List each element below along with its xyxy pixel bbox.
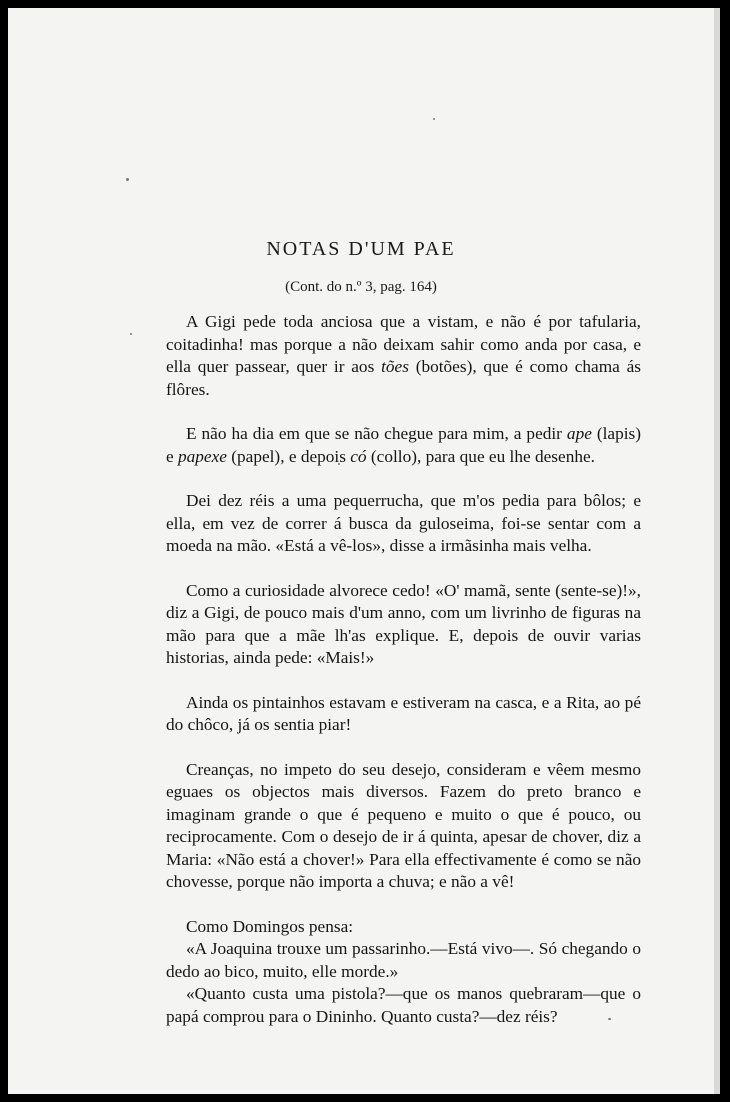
quote-paragraph: «Quanto custa uma pistola?—que os manos quebraram—que o papá comprou para o Dininho. Quanto custa?—dez réis? xyxy=(166,984,641,1026)
paragraph: Creanças, no impeto do seu desejo, consideram e vêem mesmo eguaes os objectos mais diversos. Fazem do preto branco e imaginam grande o que é pequeno e muito o que é pouco, ou reciprocamente. Com o desejo de ir á quinta, apesar de chover, diz a Maria: «Não está a chover!» Para ella effectivamente é como se não chovesse, porque não importa a chuva; e não a vê! xyxy=(166,759,641,891)
paragraph: Dei dez réis a uma pequerrucha, que m'os pedia para bôlos; e ella, em vez de correr á busca da guloseima, foi-se sentar com a moeda na mão. «Está a vê-los», disse a irmãsinha mais velha. xyxy=(166,491,641,555)
paragraph: Ainda os pintainhos estavam e estiveram na casca, e a Rita, ao pé do chôco, já os sentia piar! xyxy=(166,692,641,734)
paragraph: A Gigi pede toda anciosa que a vistam, e não é por tafularia, coitadinha! mas porque a não deixam sahir como anda por casa, e ella quer passear, quer ir aos tões (botões), que é como chama ás flôres. xyxy=(166,312,642,399)
article-title: NOTAS D'UM PAE xyxy=(266,238,456,260)
ink-speck xyxy=(433,118,435,120)
scanned-page xyxy=(8,8,720,1094)
paragraph: E não ha dia em que se não chegue para mim, a pedir ape (lapis) e papexe (papel), e depois có (collo), para que eu lhe desenhe. xyxy=(166,424,642,466)
ink-speck xyxy=(126,178,129,181)
ink-speck xyxy=(130,333,132,335)
article-body xyxy=(166,311,641,1028)
quote-paragraph: «A Joaquina trouxe um passarinho.—Está vivo—. Só chegando o dedo ao bico, muito, elle morde.» xyxy=(166,939,641,981)
paragraph: Como a curiosidade alvorece cedo! «O' mamã, sente (sente-se)!», diz a Gigi, de pouco mais d'um anno, com um livrinho de figuras na mão para que a mãe lh'as explique. E, depois de ouvir varias historias, ainda pede: «Mais!» xyxy=(166,580,641,667)
paragraph: Como Domingos pensa: xyxy=(186,916,354,936)
article-subtitle: (Cont. do n.º 3, pag. 164) xyxy=(285,279,437,295)
